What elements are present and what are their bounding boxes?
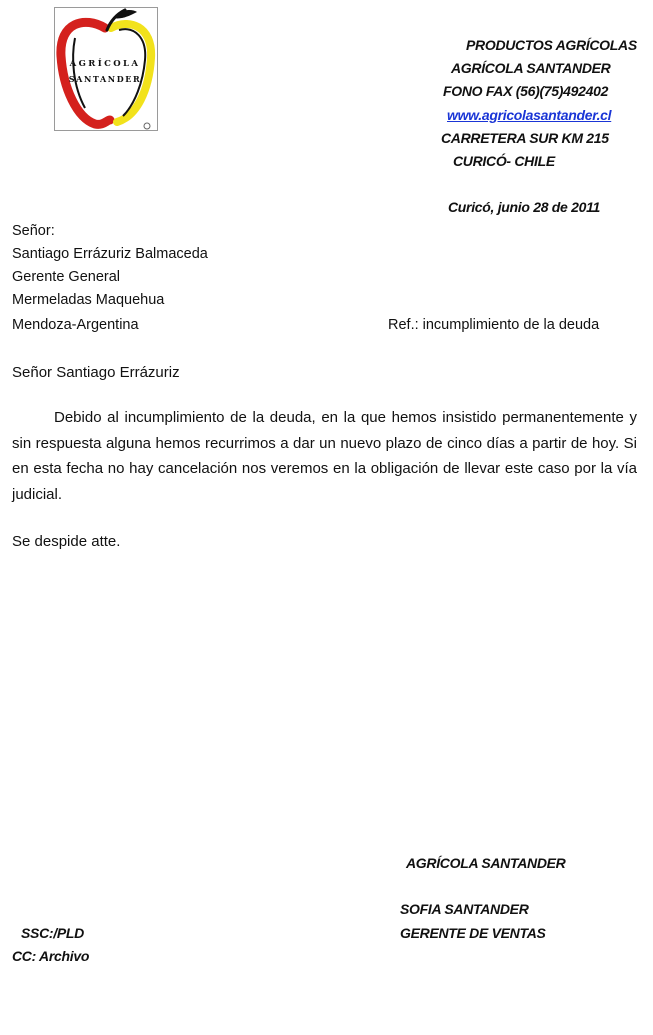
header-line-products: PRODUCTOS AGRÍCOLAS	[466, 37, 637, 53]
logo-text-line2: SANTANDER	[68, 74, 142, 84]
recipient-company: Mermeladas Maquehua	[12, 292, 165, 308]
header-line-phone: FONO FAX (56)(75)492402	[443, 83, 609, 99]
company-logo	[54, 7, 158, 131]
body-paragraph: Debido al incumplimiento de la deuda, en la que hemos insistido permanentemente y sin respuesta alguna hemos recurrimos a dar un nuevo plazo de cinco días a partir de hoy. Si en esta fecha no hay cancelación nos veremos en la obligación de llevar este caso por la vía judicial.	[12, 409, 637, 503]
letter-date: Curicó, junio 28 de 2011	[448, 199, 601, 215]
recipient-salutation: Señor:	[12, 223, 55, 239]
logo-text-line1: AGRÍCOLA	[69, 59, 141, 69]
recipient-name: Santiago Errázuriz Balmaceda	[12, 246, 208, 262]
recipient-title: Gerente General	[12, 269, 121, 285]
footer-initials: SSC:/PLD	[21, 925, 84, 941]
footer-cc: CC: Archivo	[12, 948, 90, 964]
signature-name: SOFIA SANTANDER	[400, 901, 529, 917]
recipient-location: Mendoza-Argentina	[12, 317, 139, 333]
website-text[interactable]: www.agricolasantander.cl	[447, 107, 612, 123]
header-line-company: AGRÍCOLA SANTANDER	[451, 60, 611, 76]
header-website-link[interactable]	[447, 107, 611, 123]
greeting: Señor Santiago Errázuriz	[12, 364, 180, 381]
signature-position: GERENTE DE VENTAS	[400, 925, 546, 941]
closing: Se despide atte.	[12, 533, 121, 550]
apple-logo-graphic	[55, 8, 157, 130]
header-line-address: CARRETERA SUR KM 215	[441, 130, 609, 146]
reference-line: Ref.: incumplimiento de la deuda	[388, 317, 600, 333]
header-line-city: CURICÓ- CHILE	[453, 153, 555, 169]
signature-company: AGRÍCOLA SANTANDER	[406, 855, 566, 871]
